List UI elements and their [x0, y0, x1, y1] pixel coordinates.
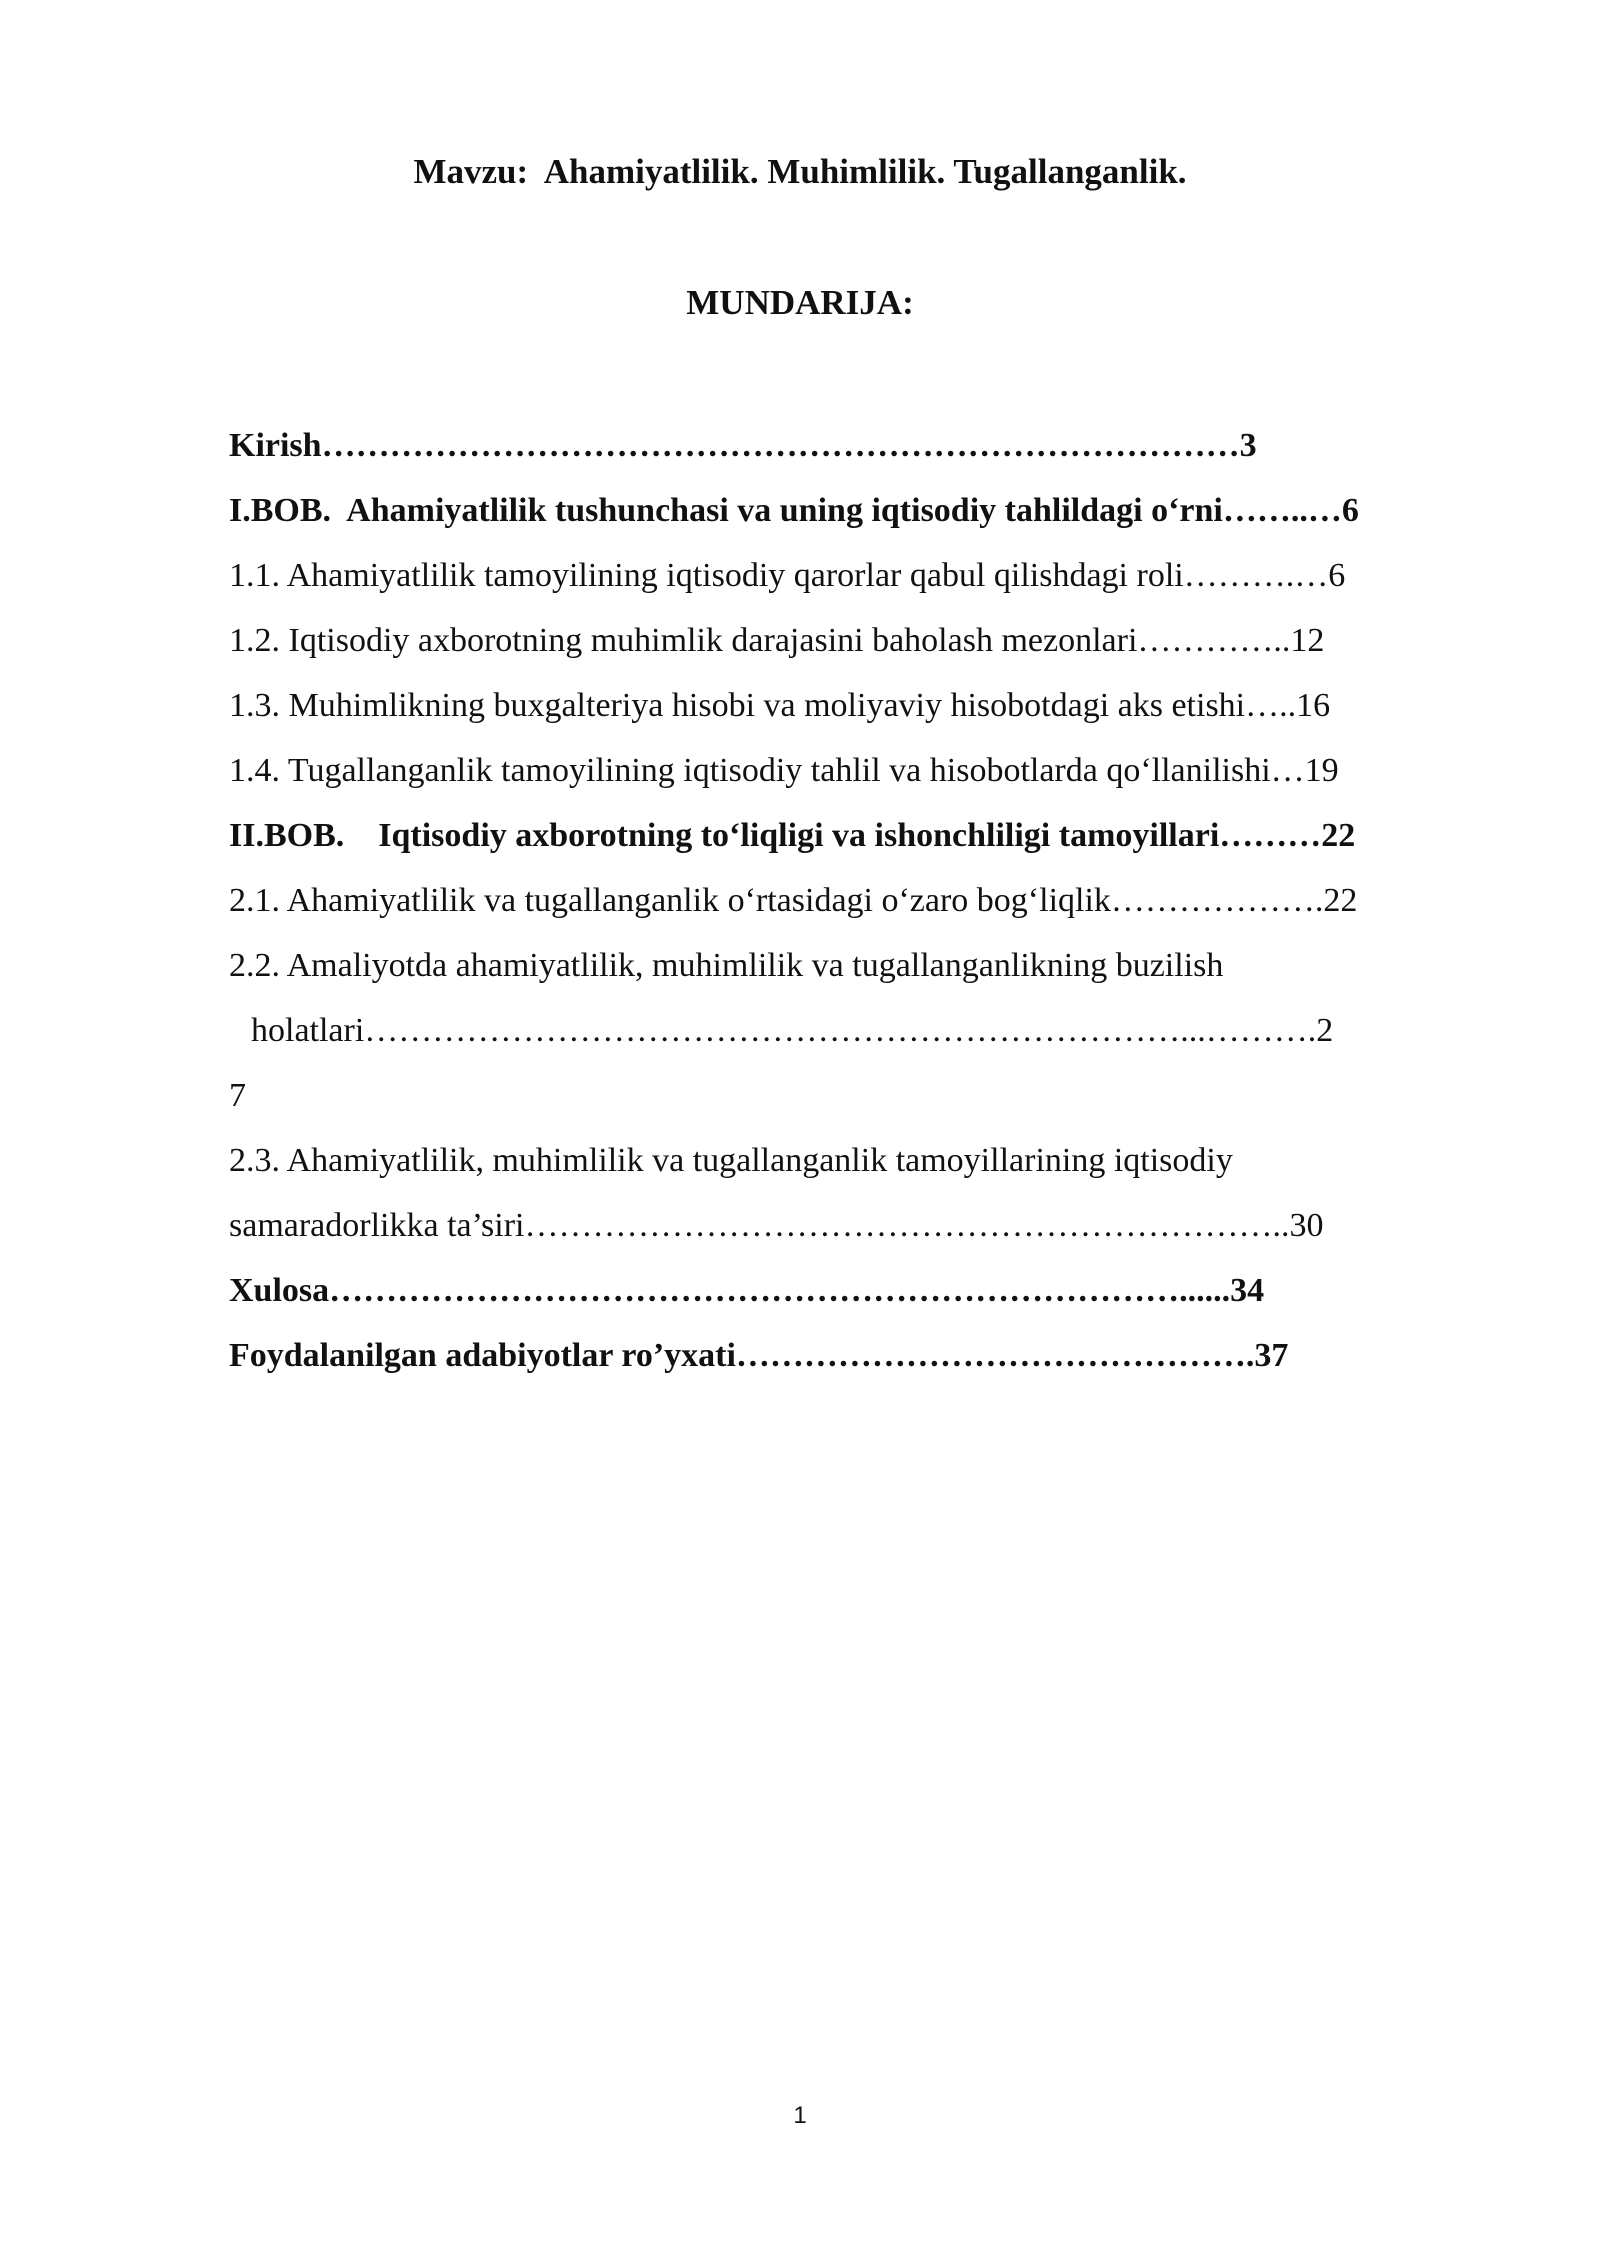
toc-chapter-1: I.BOB. Ahamiyatlilik tushunchasi va uning iqtisodiy tahlildagi o‘rni……..…6 — [229, 492, 1359, 529]
toc-entry-kirish: Kirish………………………………………………………………………3 — [229, 427, 1257, 464]
toc-entry-2-1: 2.1. Ahamiyatlilik va tugallanganlik o‘rtasidagi o‘zaro bog‘liqlik……………….22 — [229, 882, 1358, 919]
toc-entry-2-2-continued: holatlari………………………………………………………………...……….2 — [251, 1012, 1334, 1049]
toc-entry-2-2: 2.2. Amaliyotda ahamiyatlilik, muhimlilik va tugallanganlikning buzilish — [229, 947, 1224, 984]
page-number: 1 — [793, 2102, 807, 2129]
document-title: Mavzu: Ahamiyatlilik. Muhimlilik. Tugallanganlik. — [413, 152, 1187, 191]
toc-entry-references: Foydalanilgan adabiyotlar ro’yxati……………………………………….37 — [229, 1337, 1289, 1374]
toc-entry-xulosa: Xulosa…………………………………………………………………......34 — [229, 1272, 1265, 1309]
table-of-contents — [229, 413, 1489, 1388]
toc-entry-2-3: 2.3. Ahamiyatlilik, muhimlilik va tugallanganlik tamoyillarining iqtisodiy — [229, 1142, 1233, 1179]
toc-heading: MUNDARIJA: — [686, 283, 914, 322]
toc-entry-1-4: 1.4. Tugallanganlik tamoyilining iqtisodiy tahlil va hisobotlarda qo‘llanilishi…19 — [229, 752, 1339, 789]
toc-entry-2-3-continued: samaradorlikka ta’siri…………………………………………………………..30 — [229, 1207, 1324, 1244]
toc-entry-1-1: 1.1. Ahamiyatlilik tamoyilining iqtisodiy qarorlar qabul qilishdagi roli……….…6 — [229, 557, 1346, 594]
toc-entry-1-3: 1.3. Muhimlikning buxgalteriya hisobi va moliyaviy hisobotdagi aks etishi…..16 — [229, 687, 1331, 724]
toc-entry-2-2-page-wrap: 7 — [229, 1077, 246, 1114]
toc-entry-1-2: 1.2. Iqtisodiy axborotning muhimlik darajasini baholash mezonlari…………..12 — [229, 622, 1325, 659]
toc-chapter-2: II.BOB. Iqtisodiy axborotning to‘liqligi va ishonchliligi tamoyillari………22 — [229, 817, 1356, 854]
